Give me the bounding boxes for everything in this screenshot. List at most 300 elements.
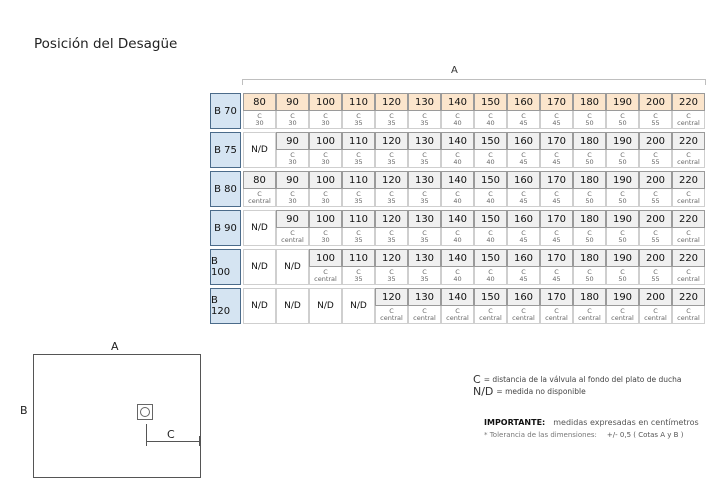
cell-c-value: 35 — [354, 119, 363, 127]
cell-c-letter: C — [554, 112, 559, 120]
cell-c-distance — [408, 150, 441, 168]
table-cell — [408, 171, 441, 207]
cell-c-letter: C — [389, 151, 394, 159]
row-label: B 100 — [210, 249, 241, 285]
table-cell — [639, 171, 672, 207]
diagram-a-label: A — [111, 340, 119, 353]
cell-c-distance — [672, 189, 705, 207]
cell-width-value: 160 — [507, 93, 540, 111]
cell-c-letter: C — [521, 307, 526, 315]
cell-width-value: 150 — [474, 210, 507, 228]
cell-c-letter: C — [323, 190, 328, 198]
cell-c-distance — [408, 228, 441, 246]
cell-c-distance — [540, 111, 573, 129]
cell-c-value: 35 — [387, 236, 396, 244]
table-cell — [540, 93, 573, 129]
cell-c-letter: C — [488, 229, 493, 237]
cell-c-distance — [639, 228, 672, 246]
cell-c-distance — [540, 267, 573, 285]
cell-c-letter: C — [653, 112, 658, 120]
cell-c-distance — [309, 267, 342, 285]
cell-width-value: 160 — [507, 210, 540, 228]
cell-c-distance — [507, 150, 540, 168]
cell-width-value: 100 — [309, 210, 342, 228]
cell-width-value: 220 — [672, 288, 705, 306]
cell-c-distance — [474, 228, 507, 246]
cell-c-letter: C — [323, 151, 328, 159]
cell-c-letter: C — [653, 151, 658, 159]
cell-width-value: 130 — [408, 288, 441, 306]
table-cell — [672, 93, 705, 129]
table-cell — [474, 171, 507, 207]
c-dimension-line — [146, 441, 200, 442]
table-cell — [375, 171, 408, 207]
cell-c-value: 50 — [618, 275, 627, 283]
cell-c-letter: C — [257, 190, 262, 198]
cell-width-value: 170 — [540, 249, 573, 267]
cell-c-value: 30 — [321, 158, 330, 166]
table-cell — [309, 210, 342, 246]
cell-width-value: 200 — [639, 132, 672, 150]
cell-c-distance — [573, 267, 606, 285]
cell-c-value: central — [644, 314, 667, 322]
cell-width-value: 100 — [309, 93, 342, 111]
cell-c-letter: C — [620, 190, 625, 198]
cell-c-distance — [474, 306, 507, 324]
cell-c-value: central — [677, 236, 700, 244]
cell-c-distance — [606, 228, 639, 246]
cell-c-value: 35 — [387, 119, 396, 127]
table-cell — [408, 249, 441, 285]
legend-nd-text: = medida no disponible — [496, 386, 586, 396]
table-cell — [507, 210, 540, 246]
cell-c-distance — [540, 228, 573, 246]
cell-c-value: 50 — [618, 158, 627, 166]
cell-width-value: 180 — [573, 93, 606, 111]
cell-c-letter: C — [521, 151, 526, 159]
cell-c-distance — [276, 111, 309, 129]
table-cell — [573, 171, 606, 207]
legend-c-text: = distancia de la válvula al fondo del plato de ducha — [483, 374, 682, 384]
cell-width-value: 200 — [639, 249, 672, 267]
table-cell-not-available: N/D — [243, 249, 276, 285]
cell-c-distance — [375, 150, 408, 168]
cell-width-value: 140 — [441, 288, 474, 306]
cell-c-letter: C — [422, 268, 427, 276]
table-cell — [342, 249, 375, 285]
table-cell — [606, 132, 639, 168]
table-cell — [441, 132, 474, 168]
cell-c-letter: C — [521, 229, 526, 237]
cell-c-letter: C — [620, 268, 625, 276]
table-cell-not-available: N/D — [243, 210, 276, 246]
cell-width-value: 110 — [342, 249, 375, 267]
row-label: B 80 — [210, 171, 241, 207]
cell-c-distance — [540, 189, 573, 207]
cell-c-value: 40 — [453, 197, 462, 205]
cell-c-distance — [276, 228, 309, 246]
cell-c-letter: C — [686, 307, 691, 315]
cell-width-value: 180 — [573, 288, 606, 306]
table-row — [210, 93, 704, 129]
table-cell — [342, 132, 375, 168]
cell-c-distance — [441, 111, 474, 129]
cell-width-value: 120 — [375, 210, 408, 228]
cell-c-distance — [639, 306, 672, 324]
drain-valve-icon — [140, 407, 150, 417]
cell-c-letter: C — [323, 229, 328, 237]
cell-c-distance — [309, 150, 342, 168]
cell-c-value: 30 — [255, 119, 264, 127]
cell-c-value: 55 — [651, 197, 660, 205]
cell-c-letter: C — [587, 268, 592, 276]
cell-c-value: central — [611, 314, 634, 322]
cell-c-value: 40 — [486, 236, 495, 244]
table-cell — [474, 288, 507, 324]
cell-c-letter: C — [389, 229, 394, 237]
legend-c-key: C — [473, 372, 481, 386]
cell-c-value: 45 — [552, 119, 561, 127]
table-cell-not-available: N/D — [342, 288, 375, 324]
cell-c-value: 45 — [519, 119, 528, 127]
table-cell — [375, 210, 408, 246]
table-cell — [672, 288, 705, 324]
cell-c-distance — [441, 150, 474, 168]
cell-c-distance — [573, 306, 606, 324]
cell-width-value: 150 — [474, 171, 507, 189]
cell-width-value: 110 — [342, 171, 375, 189]
cell-c-value: 35 — [420, 275, 429, 283]
cell-c-distance — [606, 111, 639, 129]
table-cell — [606, 288, 639, 324]
cell-width-value: 90 — [276, 132, 309, 150]
important-note — [484, 418, 699, 427]
cell-width-value: 160 — [507, 132, 540, 150]
table-cell — [672, 171, 705, 207]
table-cell — [441, 288, 474, 324]
cell-c-value: 35 — [354, 236, 363, 244]
page-title: Posición del Desagüe — [34, 36, 178, 52]
cell-c-distance — [639, 150, 672, 168]
cell-c-distance — [507, 306, 540, 324]
table-cell — [672, 210, 705, 246]
cell-c-letter: C — [257, 112, 262, 120]
table-cell — [639, 249, 672, 285]
cell-c-letter: C — [686, 190, 691, 198]
table-cell — [342, 171, 375, 207]
cell-width-value: 100 — [309, 132, 342, 150]
table-cell — [540, 288, 573, 324]
cell-width-value: 90 — [276, 93, 309, 111]
cell-width-value: 200 — [639, 171, 672, 189]
cell-width-value: 220 — [672, 210, 705, 228]
cell-c-value: 45 — [552, 236, 561, 244]
cell-c-distance — [474, 189, 507, 207]
table-row — [210, 171, 704, 207]
row-label: B 90 — [210, 210, 241, 246]
cell-c-distance — [606, 306, 639, 324]
cell-c-value: 35 — [354, 197, 363, 205]
cell-width-value: 110 — [342, 93, 375, 111]
cell-width-value: 160 — [507, 171, 540, 189]
cell-c-distance — [309, 111, 342, 129]
cell-width-value: 130 — [408, 249, 441, 267]
cell-c-distance — [342, 111, 375, 129]
cell-width-value: 190 — [606, 210, 639, 228]
cell-width-value: 120 — [375, 93, 408, 111]
cell-width-value: 90 — [276, 171, 309, 189]
dimension-a-label: A — [451, 65, 458, 76]
table-cell — [309, 93, 342, 129]
cell-c-letter: C — [686, 112, 691, 120]
cell-width-value: 120 — [375, 288, 408, 306]
table-cell — [639, 132, 672, 168]
legend-nd-key: N/D — [473, 384, 494, 398]
cell-width-value: 220 — [672, 93, 705, 111]
cell-c-letter: C — [389, 307, 394, 315]
table-cell — [375, 132, 408, 168]
table-cell — [507, 171, 540, 207]
cell-c-letter: C — [521, 112, 526, 120]
table-cell — [375, 288, 408, 324]
table-cell — [606, 210, 639, 246]
legend-nd — [473, 385, 682, 397]
cell-c-value: 45 — [552, 197, 561, 205]
cell-c-value: 50 — [618, 236, 627, 244]
cell-c-distance — [408, 189, 441, 207]
cell-c-distance — [375, 306, 408, 324]
cell-c-value: 45 — [519, 158, 528, 166]
legend — [473, 373, 682, 397]
cell-c-distance — [375, 189, 408, 207]
cell-c-letter: C — [290, 190, 295, 198]
cell-c-value: 40 — [453, 158, 462, 166]
cell-c-letter: C — [587, 112, 592, 120]
table-cell — [276, 171, 309, 207]
cell-width-value: 100 — [309, 249, 342, 267]
cell-c-distance — [540, 306, 573, 324]
table-cell — [408, 132, 441, 168]
cell-c-value: 50 — [585, 119, 594, 127]
table-cell — [540, 249, 573, 285]
table-cell — [474, 93, 507, 129]
table-cell — [573, 249, 606, 285]
cell-c-value: 35 — [354, 158, 363, 166]
cell-width-value: 130 — [408, 171, 441, 189]
cell-c-letter: C — [422, 151, 427, 159]
cell-c-letter: C — [554, 307, 559, 315]
cell-c-distance — [672, 228, 705, 246]
cell-c-distance — [507, 189, 540, 207]
cell-c-letter: C — [455, 151, 460, 159]
cell-width-value: 160 — [507, 249, 540, 267]
cell-c-distance — [672, 111, 705, 129]
cell-c-letter: C — [587, 307, 592, 315]
important-label: IMPORTANTE: — [484, 418, 546, 427]
table-cell — [342, 93, 375, 129]
table-row — [210, 288, 704, 324]
cell-c-distance — [540, 150, 573, 168]
cell-c-distance — [573, 150, 606, 168]
cell-width-value: 190 — [606, 132, 639, 150]
cell-width-value: 190 — [606, 93, 639, 111]
cell-c-distance — [441, 306, 474, 324]
row-label: B 120 — [210, 288, 241, 324]
cell-c-value: central — [248, 197, 271, 205]
cell-c-value: 30 — [321, 119, 330, 127]
cell-c-value: central — [446, 314, 469, 322]
cell-c-value: 30 — [288, 119, 297, 127]
shower-tray-outline — [33, 354, 201, 478]
cell-c-distance — [474, 267, 507, 285]
cell-c-letter: C — [488, 268, 493, 276]
cell-c-value: 45 — [519, 236, 528, 244]
cell-c-value: 55 — [651, 119, 660, 127]
cell-c-letter: C — [521, 190, 526, 198]
cell-width-value: 170 — [540, 288, 573, 306]
table-cell-not-available: N/D — [243, 132, 276, 168]
table-row — [210, 132, 704, 168]
cell-width-value: 120 — [375, 132, 408, 150]
cell-c-value: 35 — [387, 158, 396, 166]
cell-c-distance — [606, 189, 639, 207]
cell-c-letter: C — [620, 112, 625, 120]
dimension-a-bracket — [242, 79, 706, 85]
cell-width-value: 100 — [309, 171, 342, 189]
cell-c-value: central — [512, 314, 535, 322]
cell-c-value: 35 — [420, 119, 429, 127]
table-cell — [474, 210, 507, 246]
cell-width-value: 200 — [639, 93, 672, 111]
cell-width-value: 90 — [276, 210, 309, 228]
cell-c-value: 50 — [618, 119, 627, 127]
cell-c-value: 30 — [288, 158, 297, 166]
cell-width-value: 110 — [342, 210, 375, 228]
cell-c-value: central — [677, 197, 700, 205]
table-cell — [507, 288, 540, 324]
table-cell — [309, 249, 342, 285]
table-cell — [573, 132, 606, 168]
tolerance-note — [484, 431, 683, 439]
cell-c-distance — [639, 111, 672, 129]
important-text: medidas expresadas en centímetros — [553, 418, 699, 427]
cell-c-value: 35 — [354, 275, 363, 283]
table-cell — [276, 132, 309, 168]
cell-width-value: 180 — [573, 171, 606, 189]
table-cell — [441, 93, 474, 129]
cell-c-value: 50 — [585, 275, 594, 283]
diagram-c-label: C — [167, 428, 175, 441]
table-row — [210, 249, 704, 285]
tolerance-label: * Tolerancia de las dimensiones: — [484, 431, 597, 439]
cell-c-value: 40 — [486, 275, 495, 283]
cell-width-value: 110 — [342, 132, 375, 150]
cell-c-value: central — [380, 314, 403, 322]
table-cell — [441, 210, 474, 246]
table-cell — [639, 93, 672, 129]
cell-c-letter: C — [290, 151, 295, 159]
cell-c-value: 35 — [420, 197, 429, 205]
table-cell — [573, 93, 606, 129]
cell-c-value: central — [545, 314, 568, 322]
table-cell — [606, 171, 639, 207]
cell-c-letter: C — [554, 190, 559, 198]
cell-c-letter: C — [356, 112, 361, 120]
table-cell — [309, 132, 342, 168]
cell-c-distance — [276, 150, 309, 168]
cell-c-value: 40 — [486, 119, 495, 127]
cell-c-value: central — [413, 314, 436, 322]
cell-c-letter: C — [686, 151, 691, 159]
cell-c-value: 35 — [420, 236, 429, 244]
cell-c-value: 30 — [321, 197, 330, 205]
table-cell — [573, 288, 606, 324]
cell-c-value: 45 — [519, 275, 528, 283]
cell-width-value: 140 — [441, 171, 474, 189]
table-cell — [474, 249, 507, 285]
cell-c-letter: C — [554, 229, 559, 237]
cell-c-letter: C — [290, 229, 295, 237]
row-label: B 70 — [210, 93, 241, 129]
table-cell — [474, 132, 507, 168]
cell-width-value: 130 — [408, 132, 441, 150]
cell-c-distance — [606, 267, 639, 285]
cell-c-distance — [441, 189, 474, 207]
table-cell — [375, 249, 408, 285]
table-cell — [672, 249, 705, 285]
cell-c-distance — [375, 111, 408, 129]
table-cell — [342, 210, 375, 246]
cell-c-value: 45 — [519, 197, 528, 205]
cell-width-value: 190 — [606, 249, 639, 267]
cell-width-value: 120 — [375, 249, 408, 267]
table-cell — [276, 93, 309, 129]
cell-width-value: 200 — [639, 288, 672, 306]
table-cell — [375, 93, 408, 129]
cell-c-letter: C — [620, 151, 625, 159]
cell-c-value: 35 — [420, 158, 429, 166]
cell-c-value: central — [677, 314, 700, 322]
cell-c-value: 55 — [651, 158, 660, 166]
cell-c-letter: C — [653, 268, 658, 276]
cell-c-letter: C — [422, 307, 427, 315]
cell-width-value: 150 — [474, 93, 507, 111]
cell-c-letter: C — [389, 268, 394, 276]
tolerance-value: +/- 0,5 ( Cotas A y B ) — [606, 431, 684, 439]
cell-c-value: 50 — [585, 236, 594, 244]
cell-c-value: 40 — [486, 158, 495, 166]
cell-width-value: 160 — [507, 288, 540, 306]
cell-width-value: 130 — [408, 210, 441, 228]
cell-width-value: 220 — [672, 171, 705, 189]
cell-width-value: 140 — [441, 249, 474, 267]
cell-c-distance — [342, 150, 375, 168]
cell-c-distance — [573, 189, 606, 207]
cell-c-letter: C — [587, 229, 592, 237]
cell-width-value: 170 — [540, 132, 573, 150]
table-cell — [408, 288, 441, 324]
cell-c-distance — [573, 228, 606, 246]
cell-c-value: central — [677, 158, 700, 166]
cell-c-letter: C — [356, 151, 361, 159]
cell-c-letter: C — [356, 190, 361, 198]
cell-c-distance — [573, 111, 606, 129]
table-cell — [408, 210, 441, 246]
cell-c-value: 40 — [453, 275, 462, 283]
cell-c-value: central — [677, 275, 700, 283]
cell-c-distance — [375, 267, 408, 285]
table-cell — [243, 171, 276, 207]
